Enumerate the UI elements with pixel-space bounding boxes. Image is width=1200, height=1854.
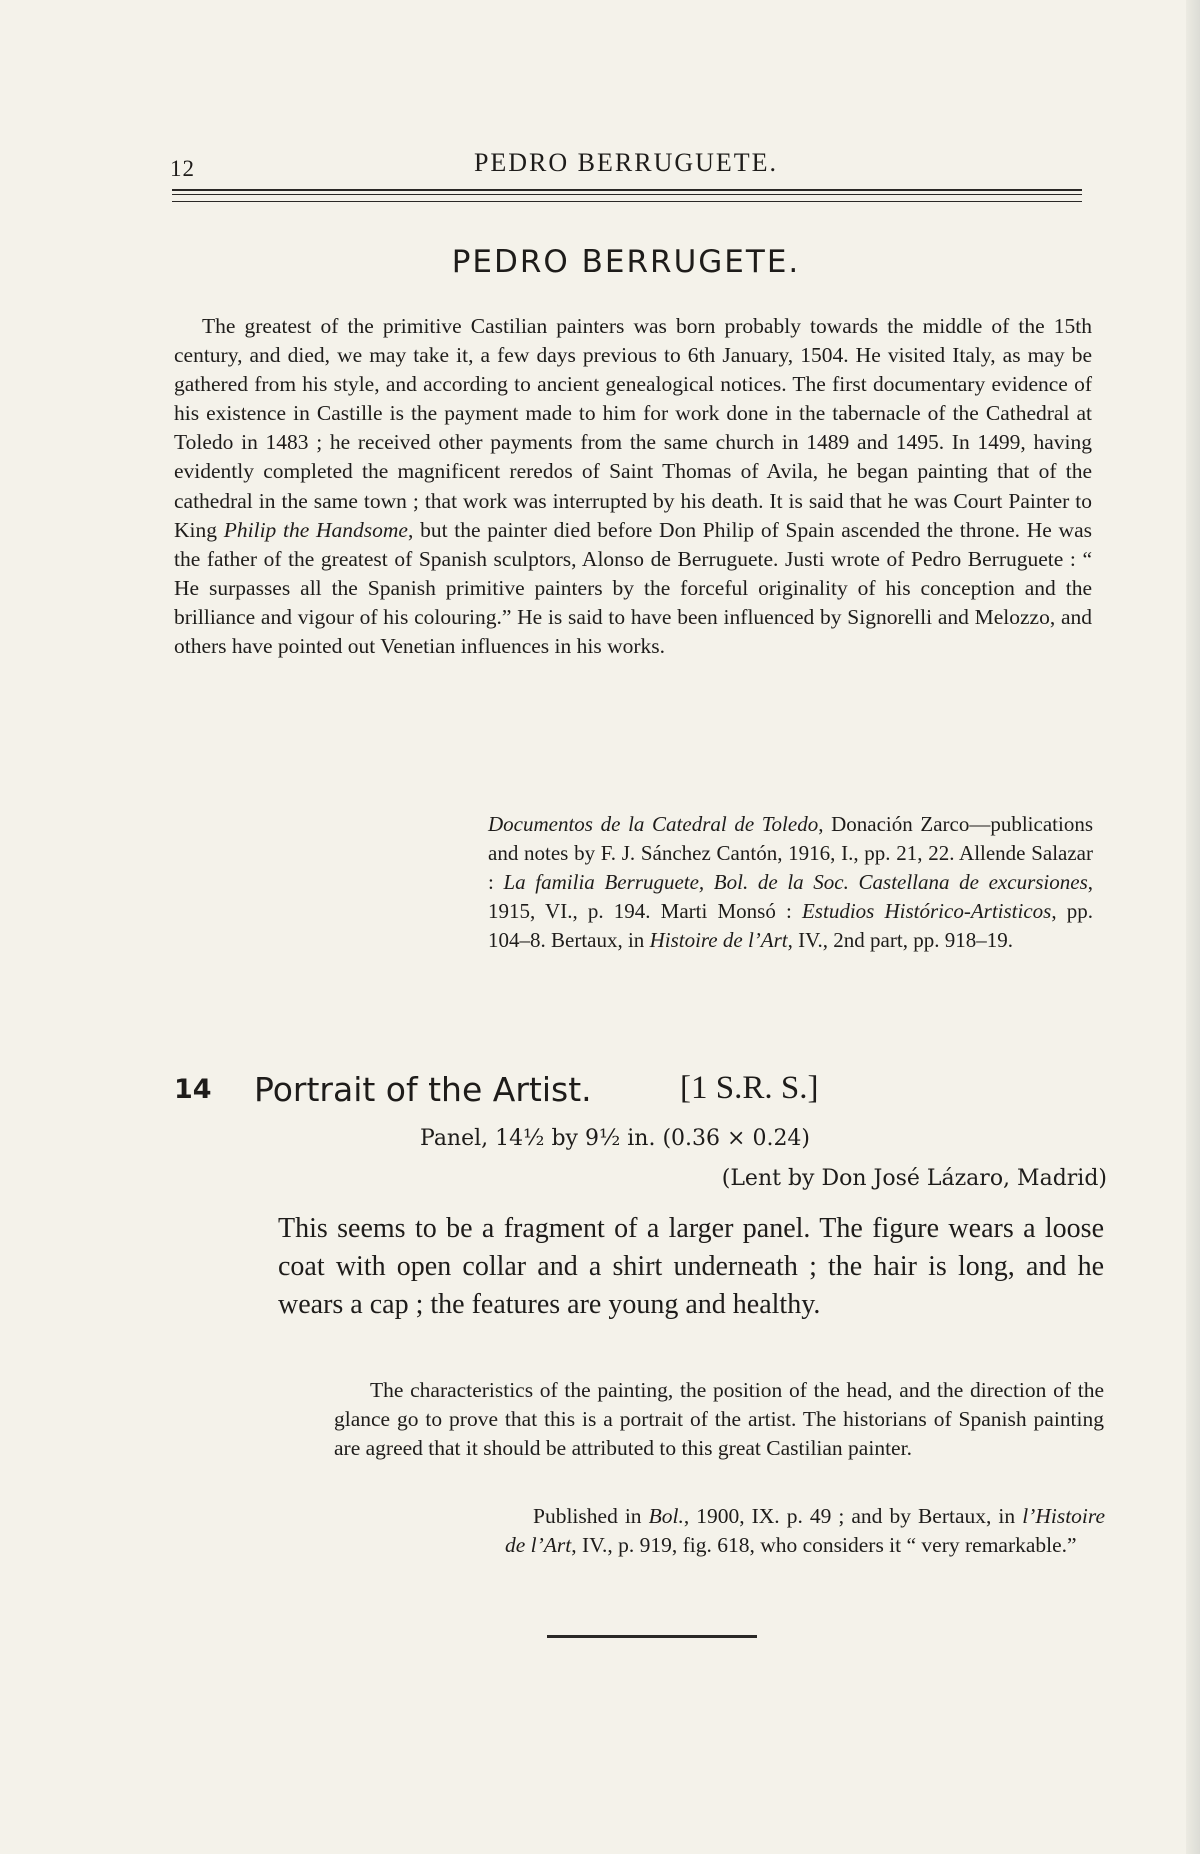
ref-familia: La familia Berruguete, Bol. de la Soc. Castellana de excursiones	[503, 870, 1088, 894]
ref-text-2: , 1915, VI., p. 194. Marti Monsó :	[488, 870, 1093, 923]
biography-text-1: The greatest of the primitive Castilian painters was born probably towards the middle of the 15th century, and died, we may take it, a few days previous to 6th January, 1504. He visited Italy, as may be gathered from his style, and according to ancient genealogical notices. The first documentary evidence of his existence in Castille is the payment made to him for work done in the tabernacle of the Cathedral at Toledo in 1483 ; he received other payments from the same church in 1489 and 1495. In 1499, having evidently completed the magnificent reredos of Saint Thomas of Avila, he began painting that of the cathedral in the same town ; that work was interrupted by his death. It is said that he was Court Painter to King	[174, 314, 1092, 542]
ref-estudios: Estudios Histórico-Artisticos	[801, 899, 1052, 923]
entry-description: This seems to be a fragment of a larger panel. The figure wears a loose coat with open collar and a shirt underneath ; the hair is long, and he wears a cap ; the features are young and healthy.	[278, 1213, 1104, 1320]
catalogue-entry-heading	[174, 1070, 1092, 1116]
page-number: 12	[170, 156, 195, 181]
biography-paragraph	[174, 312, 1092, 661]
entry-title: Portrait of the Artist.	[254, 1070, 592, 1109]
header-rule	[172, 189, 1082, 191]
pub-bol: Bol.	[648, 1504, 684, 1528]
page-edge-shadow	[1186, 0, 1200, 1854]
ref-documentos: Documentos de la Catedral de Toledo	[488, 812, 819, 836]
header-rule-third	[172, 201, 1082, 202]
ref-text-1: , Donación Zarco—publications and notes by F. J. Sánchez Cantón, 1916, I., pp. 21, 22. Allende Salazar :	[488, 812, 1093, 894]
entry-number: 14	[174, 1074, 212, 1105]
header-rule-second	[172, 194, 1082, 195]
running-head	[170, 148, 1082, 188]
running-title: PEDRO BERRUGUETE.	[473, 148, 779, 177]
biography-text-2: , but the painter died before Don Philip of Spain ascended the throne. He was the father of the greatest of Spanish sculptors, Alonso de Berruguete. Justi wrote of Pedro Berruguete : “ He surpasses all the Spanish primitive painters by the forceful originality of his conception and the brilliance and vigour of his colouring.” He is said to have been influenced by Signorelli and Melozzo, and others have pointed out Venetian influences in his works.	[174, 517, 1092, 659]
ref-text-4: , IV., 2nd part, pp. 918–19.	[787, 928, 1013, 952]
pub-text-1: Published in	[533, 1504, 649, 1528]
pub-text-3: , IV., p. 919, fig. 618, who considers it “ very remarkable.”	[571, 1533, 1077, 1557]
entry-code: [1 S.R. S.]	[680, 1070, 819, 1106]
ref-text-3: , pp. 104–8. Bertaux, in	[488, 899, 1093, 952]
section-title: PEDRO BERRUGETE.	[451, 244, 801, 280]
entry-lender: (Lent by Don José Lázaro, Madrid)	[721, 1166, 1107, 1191]
entry-medium: Panel, 14½ by 9½ in. (0.36 × 0.24)	[420, 1126, 811, 1151]
ref-histoire: Histoire de l’Art	[649, 928, 788, 952]
pub-histoire: l’Histoire de l’Art	[505, 1504, 1105, 1557]
pub-text-2: , 1900, IX. p. 49 ; and by Bertaux, in	[683, 1504, 1023, 1528]
biography-king-name: Philip the Handsome	[223, 517, 408, 542]
entry-commentary: The characteristics of the painting, the position of the head, and the direction of the glance go to prove that this is a portrait of the artist. The historians of Spanish painting are agreed that it should be attributed to this great Castilian painter.	[334, 1378, 1104, 1460]
end-rule	[547, 1635, 757, 1638]
entry-publication	[505, 1502, 1105, 1560]
references-paragraph	[488, 810, 1093, 955]
